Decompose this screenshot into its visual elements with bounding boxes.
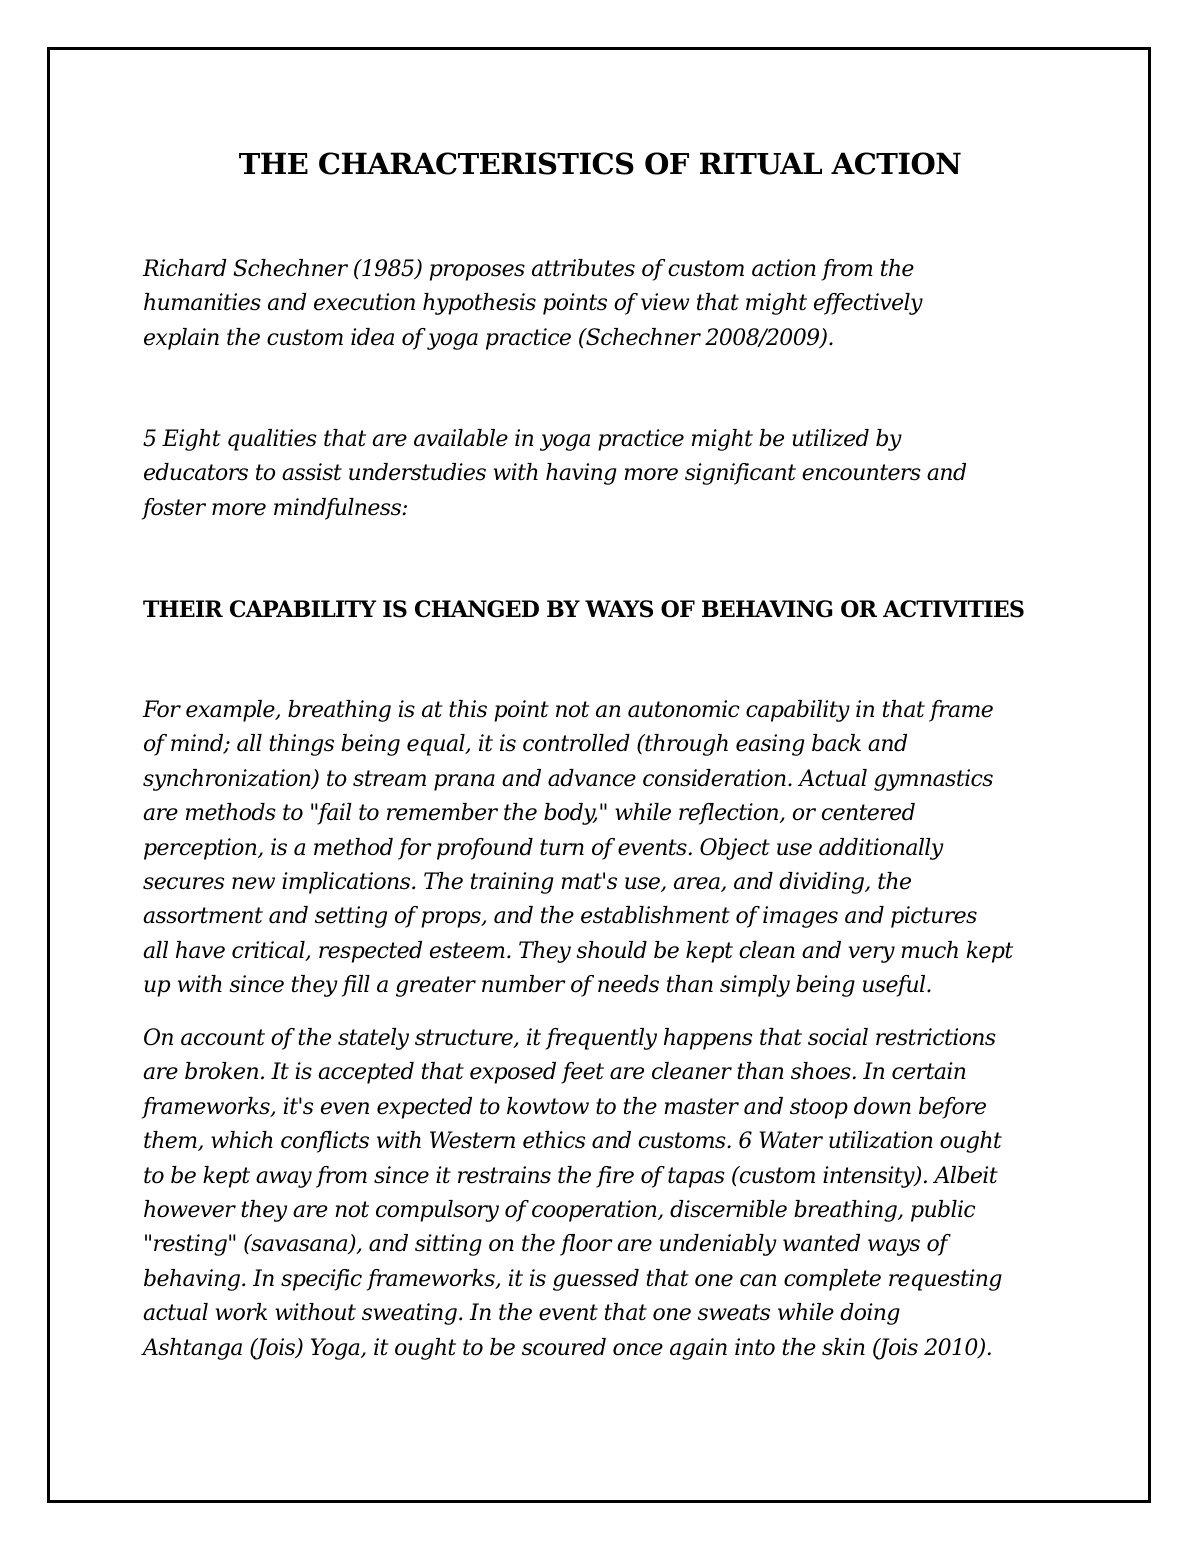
structure-line: however they are not compulsory of cooperation, discernible breathing, public xyxy=(143,1198,976,1224)
structure-line: "resting" (savasana), and sitting on the floor are undeniably wanted ways of xyxy=(143,1232,947,1258)
structure-line: are broken. It is accepted that exposed feet are cleaner than shoes. In certain xyxy=(143,1060,967,1086)
structure-paragraph xyxy=(143,1022,1078,1366)
example-line: up with since they fill a greater number of needs than simply being useful. xyxy=(143,973,932,999)
intro-line: humanities and execution hypothesis points of view that might effectively xyxy=(143,291,922,317)
qualities-paragraph xyxy=(143,423,1078,526)
structure-line: to be kept away from since it restrains the fire of tapas (custom intensity). Albeit xyxy=(143,1163,997,1189)
structure-line: actual work without sweating. In the event that one sweats while doing xyxy=(143,1301,900,1327)
example-line: are methods to "fail to remember the body," while reflection, or centered xyxy=(143,801,916,827)
example-line: of mind; all things being equal, it is controlled (through easing back and xyxy=(143,732,908,758)
intro-line: Richard Schechner (1985) proposes attributes of custom action from the xyxy=(143,257,914,282)
qualities-line: foster more mindfulness: xyxy=(143,495,408,521)
example-line: synchronization) to stream prana and advance consideration. Actual gymnastics xyxy=(143,766,993,792)
qualities-line: 5 Eight qualities that are available in yoga practice might be utilized by xyxy=(143,427,901,452)
structure-line: them, which conflicts with Western ethics and customs. 6 Water utilization ought xyxy=(143,1129,1002,1155)
example-line: For example, breathing is at this point not an autonomic capability in that frame xyxy=(143,698,994,723)
qualities-line: educators to assist understudies with having more significant encounters and xyxy=(143,461,967,487)
structure-line: frameworks, it's even expected to kowtow to the master and stoop down before xyxy=(143,1094,987,1120)
intro-paragraph xyxy=(143,253,1078,356)
example-line: assortment and setting of props, and the establishment of images and pictures xyxy=(143,904,977,930)
example-line: perception, is a method for profound turn of events. Object use additionally xyxy=(143,835,943,861)
structure-line: behaving. In specific frameworks, it is guessed that one can complete requesting xyxy=(143,1266,1002,1292)
section-heading: THEIR CAPABILITY IS CHANGED BY WAYS OF BEHAVING OR ACTIVITIES xyxy=(143,597,1025,623)
structure-line: On account of the stately structure, it frequently happens that social restrictions xyxy=(143,1026,996,1051)
example-line: secures new implications. The training mat's use, area, and dividing, the xyxy=(143,870,912,896)
intro-line: explain the custom idea of yoga practice (Schechner 2008/2009). xyxy=(143,325,834,351)
document-title: THE CHARACTERISTICS OF RITUAL ACTION xyxy=(238,147,962,181)
example-paragraph xyxy=(143,694,1078,1004)
example-line: all have critical, respected esteem. They should be kept clean and very much kept xyxy=(143,938,1013,964)
structure-line: Ashtanga (Jois) Yoga, it ought to be scoured once again into the skin (Jois 2010). xyxy=(143,1335,993,1361)
